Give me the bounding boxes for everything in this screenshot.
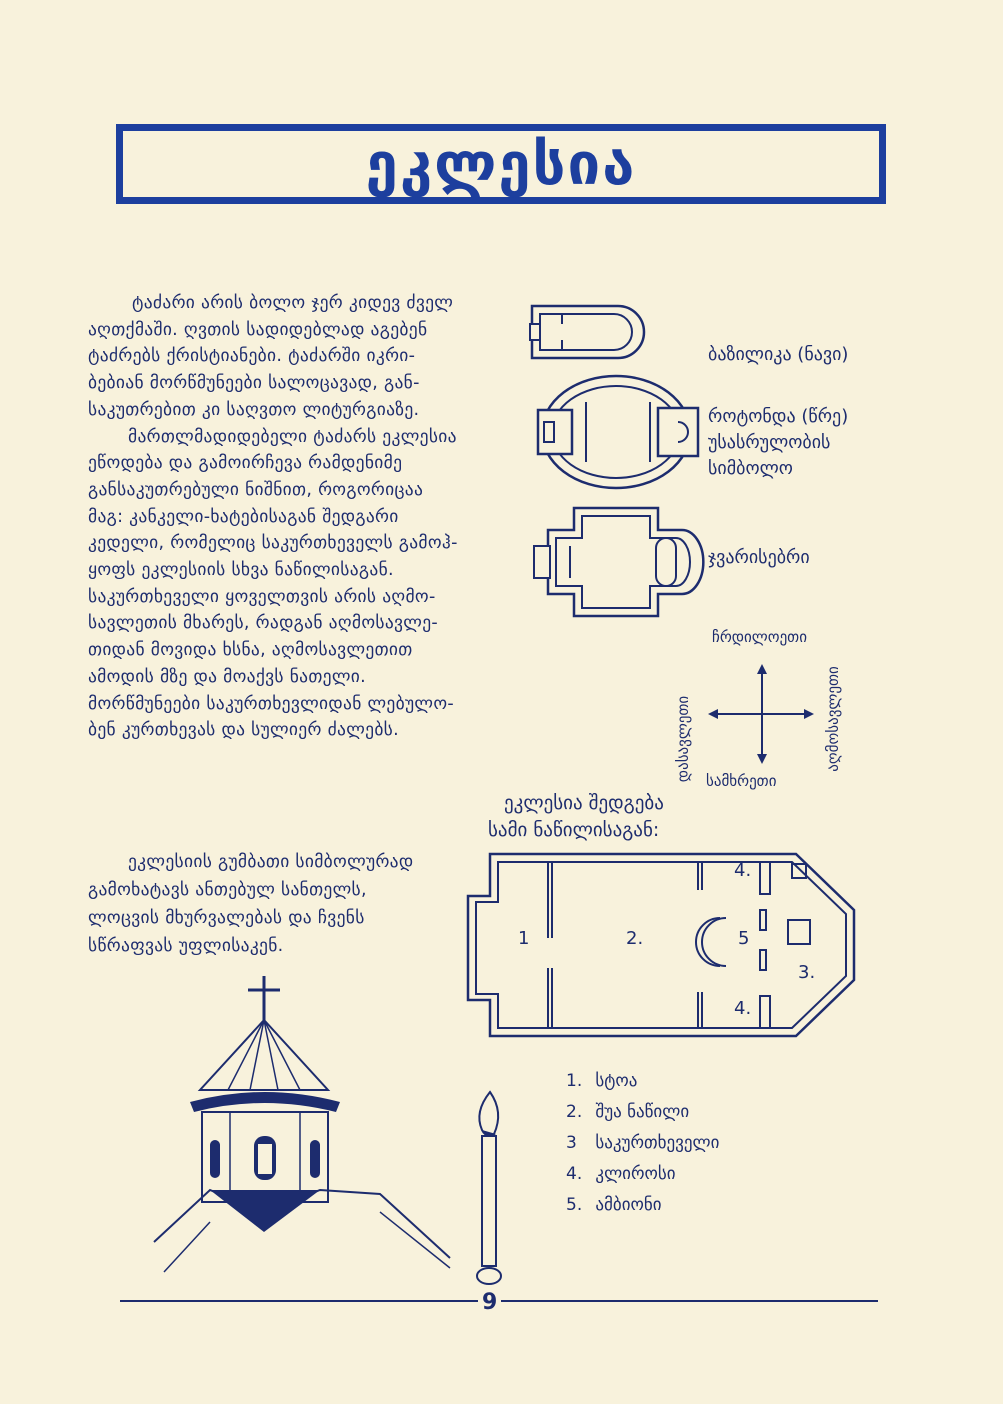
dome-line: სწრაფვას უფლისაკენ. xyxy=(88,936,284,956)
cross-plan-drawing xyxy=(530,504,710,620)
intro-line: საკუთრებით კი საღვთო ლიტურგიაზე. xyxy=(88,399,420,420)
page-number: 9 xyxy=(478,1290,501,1315)
legend-num: 3 xyxy=(566,1133,577,1153)
intro-paragraph xyxy=(88,290,508,744)
cross-label: ჯვარისებრი xyxy=(708,547,810,568)
intro-line: ბებიან მორწმუნეები სალოცავად, გან- xyxy=(88,373,420,394)
legend-item xyxy=(566,1128,719,1159)
legend-item xyxy=(566,1190,719,1221)
structure-heading-line: ეკლესია შედგება xyxy=(504,792,664,814)
plan-number-4-bottom: 4. xyxy=(734,998,752,1019)
plan-number-3: 3. xyxy=(798,962,816,983)
legend-item xyxy=(566,1159,719,1190)
rotunda-label-line: უსასრულობის xyxy=(708,432,831,453)
direction-south: სამხრეთი xyxy=(706,772,777,790)
legend-num: 5. xyxy=(566,1195,583,1215)
intro-line: ამოდის მზე და მოაქვს ნათელი. xyxy=(88,666,366,687)
legend-num: 1. xyxy=(566,1071,583,1091)
candle-illustration xyxy=(470,1090,510,1290)
intro-line: საკურთხეველი ყოველთვის არის აღმო- xyxy=(88,586,436,607)
plan-number-1: 1 xyxy=(518,928,530,949)
rotunda-label xyxy=(708,404,848,482)
title-frame xyxy=(116,124,886,204)
direction-north: ჩრდილოეთი xyxy=(712,628,807,646)
legend-label: სტოა xyxy=(595,1071,638,1091)
rotunda-label-line: როტონდა (წრე) xyxy=(708,406,849,427)
basilica-label: ბაზილიკა (ნავი) xyxy=(708,344,849,365)
dome-paragraph xyxy=(88,848,468,960)
intro-line: მაგ: კანკელი-ხატებისაგან შედგარი xyxy=(88,506,399,527)
plan-legend xyxy=(566,1066,719,1221)
intro-line: ბენ კურთხევას და სულიერ ძალებს. xyxy=(88,720,399,741)
page-title: ეკლესია xyxy=(365,130,637,198)
intro-line: ტაძარი არის ბოლო ჯერ კიდევ ძველ xyxy=(132,293,454,313)
intro-line: თიდან მოვიდა ხსნა, აღმოსავლეთით xyxy=(88,640,413,661)
structure-heading-line: სამი ნაწილისაგან: xyxy=(488,819,660,841)
legend-num: 2. xyxy=(566,1102,583,1122)
rotunda-label-line: სიმბოლო xyxy=(708,458,793,479)
intro-line: ტაძრებს ქრისტიანები. ტაძარში იკრი- xyxy=(88,346,416,367)
dome-line: ლოცვის მხურვალებას და ჩვენს xyxy=(88,908,365,928)
intro-line: მართლმადიდებელი ტაძარს ეკლესია xyxy=(128,426,457,447)
plan-number-4-top: 4. xyxy=(734,860,752,881)
dome-line: ეკლესიის გუმბათი სიმბოლურად xyxy=(128,852,414,872)
intro-line: სავლეთის მხარეს, რადგან აღმოსავლე- xyxy=(88,613,439,634)
legend-label: საკურთხეველი xyxy=(595,1133,720,1153)
direction-west: დასავლეთი xyxy=(674,695,693,783)
plan-number-5: 5 xyxy=(738,928,750,949)
legend-label: ამბიონი xyxy=(595,1195,662,1215)
intro-line: ეწოდება და გამოირჩევა რამდენიმე xyxy=(88,453,403,474)
church-dome-illustration xyxy=(150,972,460,1272)
legend-label: კლიროსი xyxy=(595,1164,676,1184)
compass-arrows xyxy=(706,662,816,766)
intro-line: მორწმუნეები საკურთხევლიდან ლებულო- xyxy=(88,693,455,714)
legend-item xyxy=(566,1097,719,1128)
intro-line: განსაკუთრებული ნიშნით, როგორიცაა xyxy=(88,479,424,500)
intro-line: აღთქმაში. ღვთის სადიდებლად აგებენ xyxy=(88,319,428,340)
direction-east: აღმოსავლეთი xyxy=(823,666,842,772)
structure-heading xyxy=(488,790,664,844)
intro-line: ყოფს ეკლესიის სხვა ნაწილისაგან. xyxy=(88,560,394,581)
legend-label: შუა ნაწილი xyxy=(595,1102,690,1122)
legend-num: 4. xyxy=(566,1164,583,1184)
plan-number-2: 2. xyxy=(626,928,644,949)
basilica-plan-drawing xyxy=(528,300,668,364)
legend-item xyxy=(566,1066,719,1097)
rotunda-plan-drawing xyxy=(528,372,708,492)
dome-line: გამოხატავს ანთებულ სანთელს, xyxy=(88,880,367,900)
intro-line: კედელი, რომელიც საკურთხეველს გამოჰ- xyxy=(88,533,458,554)
